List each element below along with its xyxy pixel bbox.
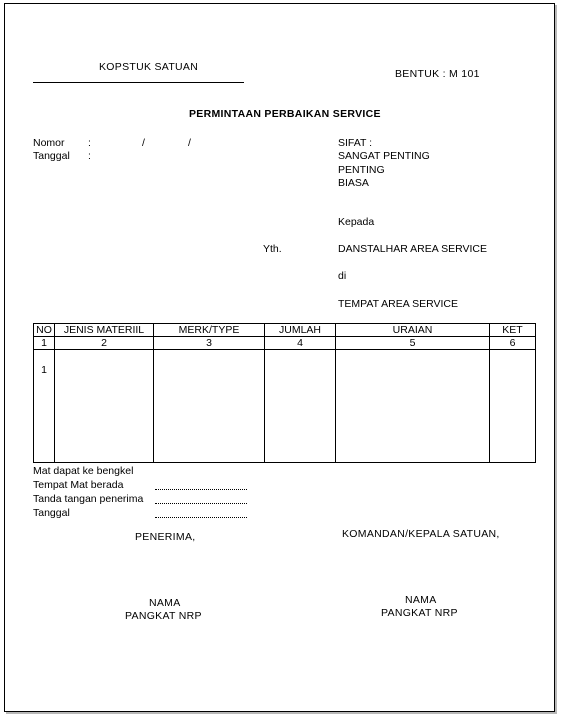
nomor-slash-1: / [142,137,145,149]
table-number-row [34,337,536,350]
nomor-colon: : [88,137,91,149]
column-number: 5 [336,337,490,350]
table-cell-no[interactable]: 1 [34,350,55,463]
column-number: 6 [490,337,536,350]
document-page [4,3,555,712]
sifat-option-biasa: BIASA [338,177,369,189]
sifat-option-penting: PENTING [338,164,385,176]
signature-left-role: PENERIMA, [135,531,196,543]
form-code: BENTUK : M 101 [395,68,480,80]
recipient-name: DANSTALHAR AREA SERVICE [338,243,487,255]
kopstuk-underline [33,82,244,83]
table-header-row [34,324,536,337]
items-table [33,323,536,463]
document-title: PERMINTAAN PERBAIKAN SERVICE [189,108,381,120]
column-header-ket: KET [490,324,536,337]
field-tanda-tangan-line[interactable] [155,503,247,504]
field-tanda-tangan-label: Tanda tangan penerima [33,493,144,505]
signature-right-name: NAMA [405,594,437,606]
signature-right-role: KOMANDAN/KEPALA SATUAN, [342,528,500,540]
table-cell-merk-type[interactable] [154,350,265,463]
tanggal-colon: : [88,150,91,162]
di-label: di [338,270,347,282]
column-number: 1 [34,337,55,350]
column-header-merk-type: MERK/TYPE [154,324,265,337]
signature-left-rank: PANGKAT NRP [125,610,202,622]
field-tanggal-line[interactable] [155,517,247,518]
field-tempat-mat-label: Tempat Mat berada [33,479,124,491]
table-cell-jenis-materiil[interactable] [55,350,154,463]
signature-right-rank: PANGKAT NRP [381,607,458,619]
tanggal-label: Tanggal [33,150,70,162]
nomor-label: Nomor [33,137,65,149]
kepada-label: Kepada [338,216,375,228]
field-mat-bengkel-label: Mat dapat ke bengkel [33,465,134,477]
table-cell-jumlah[interactable] [265,350,336,463]
column-number: 3 [154,337,265,350]
field-tanggal-label: Tanggal [33,507,70,519]
recipient-place: TEMPAT AREA SERVICE [338,298,459,310]
column-header-jumlah: JUMLAH [265,324,336,337]
table-row [34,350,536,463]
column-header-jenis-materiil: JENIS MATERIIL [55,324,154,337]
column-number: 4 [265,337,336,350]
table-cell-ket[interactable] [490,350,536,463]
kopstuk-label: KOPSTUK SATUAN [99,61,199,73]
nomor-slash-2: / [188,137,191,149]
column-header-uraian: URAIAN [336,324,490,337]
sifat-option-sangat-penting: SANGAT PENTING [338,150,430,162]
table-cell-uraian[interactable] [336,350,490,463]
sifat-label: SIFAT : [338,137,373,149]
column-number: 2 [55,337,154,350]
signature-left-name: NAMA [149,597,181,609]
field-tempat-mat-line[interactable] [155,489,247,490]
yth-label: Yth. [263,243,282,255]
column-header-no: NO [34,324,55,337]
